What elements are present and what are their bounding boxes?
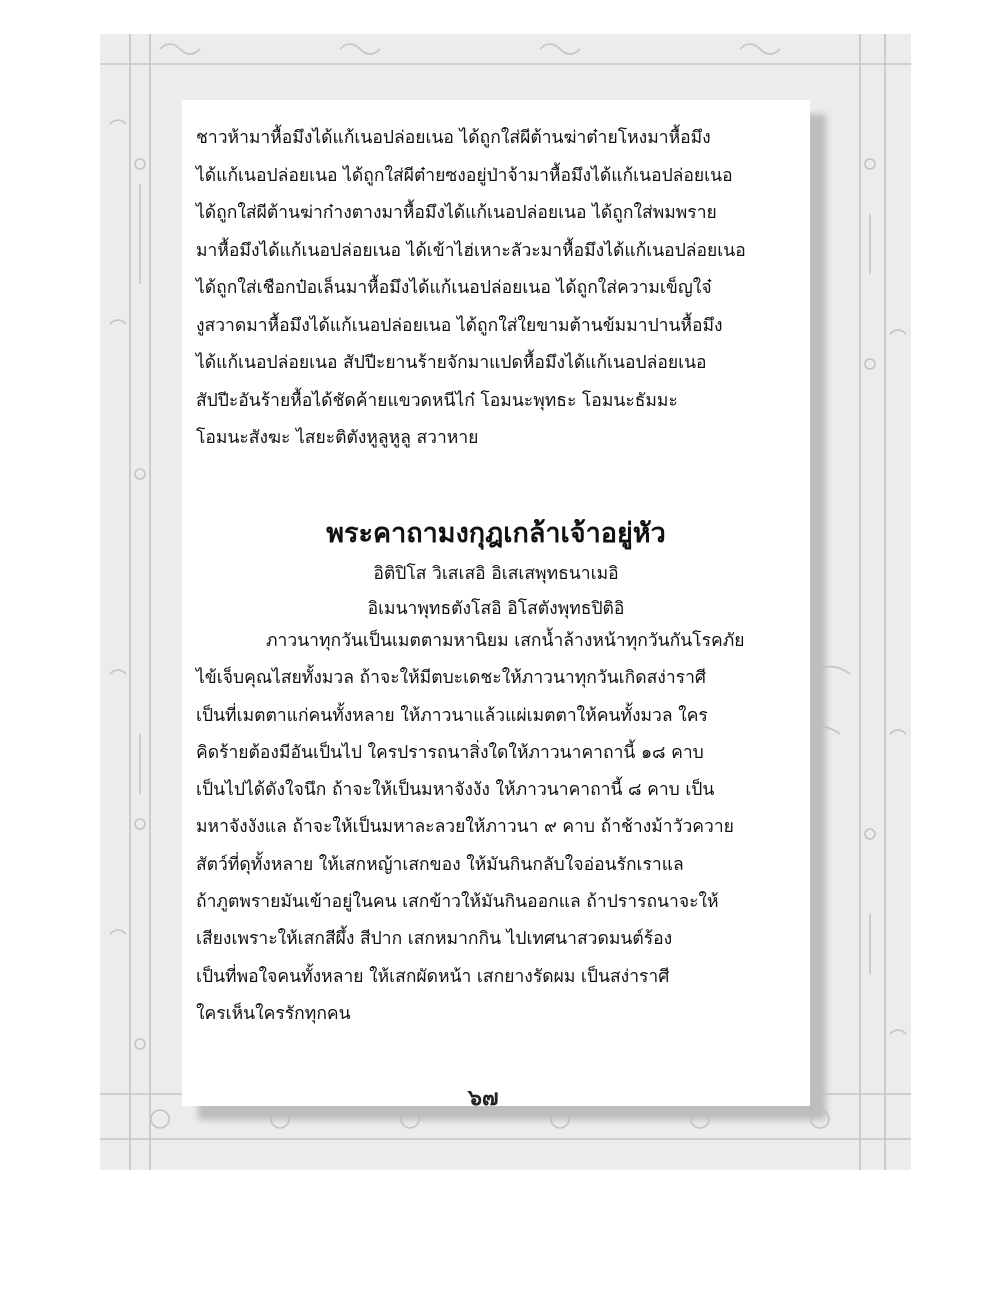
text-line: ไข้เจ็บคุณไสยทั้งมวล ถ้าจะให้มีตบะเดชะให้ภาวนาทุกวันเกิดสง่าราศี bbox=[196, 668, 707, 689]
incantation-text bbox=[196, 120, 796, 458]
text-line: มหาจังงังแล ถ้าจะให้เป็นมหาละลวยให้ภาวนา ๙ คาบ ถ้าช้างม้าวัวควาย bbox=[196, 817, 734, 838]
text-line: เป็นที่เมตตาแก่คนทั้งหลาย ให้ภาวนาแล้วแผ่เมตตาให้คนทั้งมวล ใคร bbox=[196, 705, 708, 726]
text-line: ได้ถูกใส่เชือกป๋อเล็นมาหื้อมึงได้แก้เนอปล่อยเนอ ได้ถูกใส่ความเข็ญใจ๋ bbox=[196, 278, 712, 298]
text-line: โอมนะสังฆะ ไสยะติตังหูลูหูลู สวาหาย bbox=[196, 428, 479, 448]
text-line: เสียงเพราะให้เสกสีผึ้ง สีปาก เสกหมากกิน ไปเทศนาสวดมนต์ร้อง bbox=[196, 929, 673, 950]
text-line: งูสวาดมาหื้อมึงได้แก้เนอปล่อยเนอ ได้ถูกใส่ใยขามต้านข้มมาปานหื้อมึง bbox=[196, 315, 723, 336]
text-line: มาหื้อมึงได้แก้เนอปล่อยเนอ ได้เข้าไฮ่เหาะลัวะมาหื้อมึงได้แก้เนอปล่อยเนอ bbox=[196, 240, 746, 261]
verse-line-2: อิเมนาพุทธตังโสอิ อิโสตังพุทธปิติอิ bbox=[367, 599, 625, 619]
text-line: เป็นที่พอใจคนทั้งหลาย ให้เสกผัดหน้า เสกยางรัดผม เป็นสง่าราศี bbox=[196, 966, 670, 987]
scanned-page bbox=[100, 34, 911, 1170]
instructions-text bbox=[196, 623, 796, 1033]
text-line: ใครเห็นใครรักทุกคน bbox=[196, 1003, 351, 1024]
text-line: ได้ถูกใส่ผีต้านฆ่าก๋างตางมาหื้อมึงได้แก้เนอปล่อยเนอ ได้ถูกใส่พมพราย bbox=[196, 203, 717, 223]
text-line: ได้แก้เนอปล่อยเนอ ได้ถูกใส่ผีต๋ายซงอยู่ป่าจ้ามาหื้อมึงได้แก้เนอปล่อยเนอ bbox=[196, 165, 733, 186]
text-line: ภาวนาทุกวันเป็นเมตตามหานิยม เสกน้ำล้างหน้าทุกวันกันโรคภัย bbox=[266, 631, 745, 651]
verse-line-1: อิติปิโส วิเสเสอิ อิเสเสพุทธนาเมอิ bbox=[373, 564, 619, 584]
text-line: สัปปีะอันร้ายหื้อได้ชัดค้ายแขวดหนีไก๋ โอมนะพุทธะ โอมนะธัมมะ bbox=[196, 390, 678, 411]
text-line: เป็นไปได้ดังใจนึก ถ้าจะให้เป็นมหาจังงัง ให้ภาวนาคาถานี้ ๘ คาบ เป็น bbox=[196, 780, 715, 801]
text-line: สัตว์ที่ดุทั้งหลาย ให้เสกหญ้าเสกของ ให้มันกินกลับใจอ่อนรักเราแล bbox=[196, 854, 684, 875]
text-line: ได้แก้เนอปล่อยเนอ สัปปีะยานร้ายจักมาแปดหื้อมึงได้แก้เนอปล่อยเนอ bbox=[196, 353, 707, 373]
text-line: คิดร้ายต้องมีอันเป็นไป ใครปรารถนาสิ่งใดให้ภาวนาคาถานี้ ๑๘ คาบ bbox=[196, 742, 704, 763]
page-number: ๖๗ bbox=[468, 1085, 499, 1111]
text-panel bbox=[182, 100, 810, 1106]
text-line: ชาวห้ามาหื้อมึงได้แก้เนอปล่อยเนอ ได้ถูกใส่ผีต้านฆ่าต๋ายโหงมาหื้อมึง bbox=[196, 128, 711, 148]
text-line: ถ้าภูตพรายมันเข้าอยู่ในคน เสกข้าวให้มันกินออกแล ถ้าปรารถนาจะให้ bbox=[196, 892, 719, 913]
section-title: พระคาถามงกุฎเกล้าเจ้าอยู่หัว bbox=[326, 518, 666, 549]
